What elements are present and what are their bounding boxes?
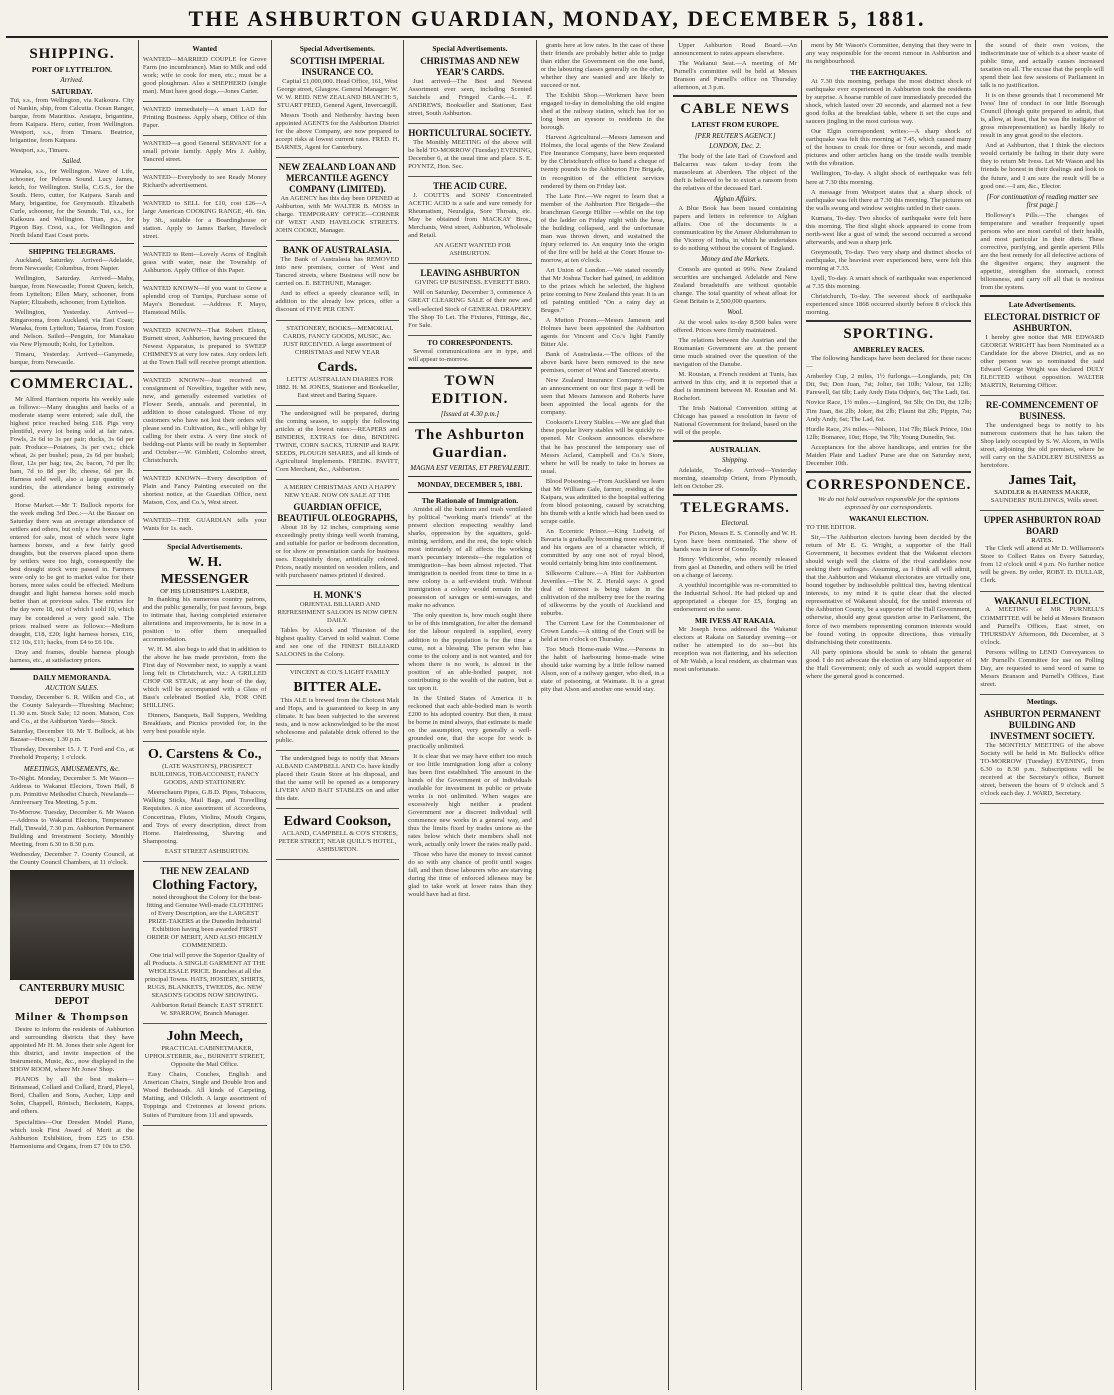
nz-title: THE NEW ZEALAND: [160, 865, 250, 876]
column-8-intro: the sound of their own voices, the indiscriminate use of which is a sheer waste of public time, and actually causes increased taxation on all. The excuse that the people will spend their last few sessions of Parliament in talk is no justification. It is on these grounds that I recommend Mr Ivess' line of conduct in our little Borough Council (though quite prepared to admit, that is, allow, at least, that he was the instigator of gross misrepresentation) as hardly likely to result in any great good to the electors. And at Ashburton, that I think the electors would certainly be failing in their duty were they to return Mr Ivess. Let Mr Wason and his friends be honest in their dealings and look to the future, and I am sure the result will be a good one.—I am, &c., Elector.: [980, 42, 1105, 190]
meech-title: John Meech,: [166, 1029, 243, 1045]
special-ads-heading: Special Advertisements.: [167, 541, 243, 551]
afghan-heading: Afghan Affairs.: [713, 194, 757, 203]
money-text: Consols are quoted at 99¾. New Zealand securities are unchanged. Adelaide and New Zealand breadstuffs are without quotable change. The total quantity of wheat afloat for Great Britain is 2,500,000 quarters.: [673, 265, 797, 306]
memoranda-text: Tuesday, December 6. R. Wilkin and Co., at the County Saleyards—Threshing Machine; 11.30 a.m. Stock Sale; 12 noon. Matson, Cox and Co., at the Ashburton Yards—Stock. Saturday, December 10. Mr T. Bullock, at his Bazaar—Horses; 1.30 p.m. Thursday, December 15. J. T. Ford and Co., at Freehold Property; 1 o'clock.: [10, 694, 134, 762]
nz-loan-ad: NEW ZEALAND LOAN AND MERCANTILE AGENCY COMPANY (LIMITED). An AGENCY has this day been OPENED at Ashburton, with Mr WALTER B. MOSS in charge. TEMPORARY OFFICE—CORNER OF WEST AND HAVELOCK STREETS. JOHN COOKE, Manager.: [276, 160, 400, 241]
london-dateline: LONDON, Dec. 2.: [709, 142, 762, 151]
christmas-cards-title: CHRISTMAS AND NEW YEAR'S CARDS.: [420, 56, 520, 77]
correspondence-note: We do not hold ourselves responsible for the opinions expressed by our correspondents.: [818, 496, 960, 512]
races-text: The following handicaps have been declared for these races:— Amberley Cup, 2 miles, 1½ furlongs.—Longlands, pst; On Dit, 9st; Don Juan, 7st; Jolter, 6st 10lb; Valour, 6st 12lb; Farewell, 6st 6lb; Lady Andy Data Odpin's, 6st; The Ladi, 6st. Novice Race, 1½ miles.—Lingford, 9st 5lb; On Dit, 8st 12lb; Tim Juan, 8st 2lb; Joker, 8st 2lb; Flaunt 8st 2lb; Pippin, 7st; Andy Andy, 6st; The Lad, 6st. Hurdle Race, 2¼ miles.—Nilsson, 11st 7lb; Black Prince, 10st 12lb; Bomaree, 10st; Hope, 9st 7lb; Young Dunedin, 9st. Acceptances for the above handicaps, and entries for the Maiden Plate and Ladies' Purse are due on Saturday next, December 10th.: [805, 355, 972, 467]
shipping-heading: SHIPPING.: [29, 46, 115, 62]
special-ads-heading-3: Special Advertisements.: [299, 44, 375, 53]
christmas-cards-ad: CHRISTMAS AND NEW YEAR'S CARDS. Just arrived—The Best and Newest Assortment ever seen, including Scented Satchels and Fringed Cards.—L. F. ANDREWS, Bookseller and Stationer, East street, South Ashburton.: [408, 54, 532, 124]
bank-title: BANK OF AUSTRALASIA.: [282, 245, 392, 256]
commercial-text: Mr Alfred Harrison reports his weekly sale as follows:—Many draughts and backs of a moderate stamp were entered; sale dull, the highest price reached being £18. Pigs very plentiful, every lot being sold at fair rates. Fowls, 2s 6d to 3s per pair; ducks, 3s 6d per pair. Produce—Potatoes, 3s per cwt.; chick wheat, 2s per bushel; peas, 2s 6d per bushel; flour, 12s per bag; tea, 2s; bacon, 7d per lb; ham, 7d to 8d per lb; cheese, 6d per lb. Harness sold well, also a large quantity of sundries, the attendance being extremely good. Horse Market.—Mr T. Bullock reports for the week ending 3rd Dec.:—At the Bazaar on Saturday there was an average attendance of settlers and others, but only a few horses were entered for sale, most of which were light harness horses, and a few fairly good draughts, but the reserves placed upon them by settlers were too high, consequently the best draught stock were passed in. Farmers were only to be got to market value for their horses, more sales could be effected. Medium draught and light harness horses sold much better than at previous sales. The entries for the day were 18, out of which I sold 10, which may be considered a very good sale. The prices realised were as follows:—Medium draught, £18, £20; light harness horses, £16, £12 10s, £11; hacks, from £4 to £6 10s. Dray and frames, double harness plough harness, etc., at satisfactory prices.: [10, 395, 134, 664]
column-7-intro: ment by Mr Wason's Committee, denying that they were in any way responsible for the recent rumour in Ashburton and its neighbourhood.: [805, 42, 972, 66]
column-3: [272, 40, 405, 1390]
recommencement-ad: RE-COMMENCEMENT OF BUSINESS. The undersigned begs to notify to his numerous customers that he has taken the Shop lately occupied by S. W. Alcorn, in Wills street, adjoining the old premises, where he will carry on the SADDLERY BUSINESS as heretofore. James Tait, SADDLER & HARNESS MAKER, SAUNDERS' BUILDINGS, Wills street.: [980, 398, 1104, 511]
issued-note: [Issued at 4.30 p.m.]: [440, 410, 500, 419]
sailed-text: Wanaka, s.s., for Wellington. Wave of Life, schooner, for Pelorus Sound. Lucy James, ketch, for Wellington. Stella, C.G.S., for the South. Hero, cutter, for Kaipara. Sarah and Mary, brigantine, for Greymouth. Elizabeth Curle, schooner, for the Sounds. Tui, s.s., for Kaikoura and Wellington. Titan, p.s., for Pigeon Bay. Crest, s.s., for Wellington and North Island East Coast ports.: [10, 167, 134, 239]
wakanui-election-ad: WAKANUI ELECTION. A MEETING of MR PURNELL'S COMMITTEE will be held at Messrs Branson and Purnell's Offices, East street, on THURSDAY Afternoon, 8th December, at 3 o'clock. Persons willing to LEND Conveyances to Mr Purnell's Committee for use on Polling Day, are requested to send word of same to Messrs Branson and Purnell's Offices, East street.: [980, 594, 1104, 695]
correspondents-text: Several communications are in type, and will appear to-morrow.: [408, 347, 532, 363]
carstens-ad: O. Carstens & Co., (LATE WASTON'S), PROSPECT BUILDINGS, TOBACCONIST, FANCY GOODS, AND STATIONERY. Meerschaum Pipes, G.B.D. Pipes, Tobaccos, Walking Sticks, Mail Bags, and Travelling Requisites. A nice assortment of Accordeons, Concertinas, Flutes, Violins, Mouth Organs, and Toys of every description, direct from Home. Hairdressing, Shaving and Shampooing. EAST STREET ASHBURTON.: [143, 744, 267, 861]
tait-title: James Tait,: [1008, 473, 1077, 489]
column-6-intro: Upper Ashburton Road Board.—An announcement to rates appears elsewhere. The Wakanui Seat.—A meeting of Mr Purnell's committee will be held at Messrs Branson and Purnell's office on Thursday afternoon, at 3 p.m.: [673, 42, 797, 92]
wool-text: At the wool sales to-day 8,500 bales were offered. Prices were firmly maintained. The relations between the Austrian and the Roumanian Government are at the present time much strained over the question of the navigation of the Danube. M. Roustan, a French resident at Tunis, has arrived in this city, and it is reported that a duel is imminent between M. Roustan and M. Rochefort. The Irish National Convention sitting at Chicago has passed a resolution in favor of National Government for Ireland, based on the will of the people.: [673, 318, 797, 437]
wanted-ads: WANTED—MARRIED COUPLE for Grove Farm (no incumbrance). Man to Milk and odd work; wife to cook for men, etc.; must be a good ploughman. Also a SHEPHERD (single man). Must have good dogs.—Jones Carter. WANTED immediately—A smart LAD for Printing Business. Apply sharp, Office of this Paper. WANTED—a good General SERVANT for a small private family. Apply Mrs J. Ashby, Tancred street. WANTED—Everybody to see Ready Money Richard's advertisement. WANTED to SELL for £10, cost £26—A large American COOKING RANGE, 4ft. 6in. by 3ft., suitable for a Boardinghouse or station. Apply to James Barker, Havelock street. WANTED to Rent—Lovely Acres of English grass with water, near the Township of Ashburton. Apply Office of this Paper. WANTED KNOWN—If you want to Grow a splendid crop of Turnips, Purchase some of Mayo's Bonedust. —Address F. Mayo, Hamstead Mills. WANTED KNOWN—That Robert Elston, Burnett street, Ashburton, having procured the Newest Apparatus, is prepared to SWEEP CHIMNEYS at very low rates. Any orders left at the Town Hall will receive prompt attention. WANTED KNOWN—Just received on consignment of Novelties, together with new, new, and generally esteemed varieties of Flower Seeds, annuals and perennial, in addition to those catalogued. Those of my customers who have not lost their orders will please send in. Cultivation, &c., will oblige by calling for their extra. A very fine stock of bedding-out Plants will be ready in September and October.—W. Gimblett, Colombo street, Christchurch. WANTED KNOWN—Every description of Plain and Fancy Painting executed on the shortest notice, at the Guardian Office, next Matson, Cox, and Co.'s, West street. WANTED—THE GUARDIAN tells your Wants for 1s. each.: [143, 54, 267, 539]
oleographs-title: BEAUTIFUL OLEOGRAPHS,: [277, 513, 398, 524]
implements-ad: The undersigned will be prepared, during the coming season, to supply the following articles at the lowest rates:—REAPERS and BINDERS, EXTRAS for ditto, BINDING TWINE, CORN SACKS, TURNIP and RAPE SEEDS, PLOUGH SHARES, and all kinds of Agricultural Implements. FREDK. PAVITT, Corn Merchant, &c., Ashburton.: [276, 408, 400, 480]
rates-subtitle: RATES.: [1031, 537, 1054, 545]
column-2: [139, 40, 272, 1390]
telegrams-text: Auckland, Saturday. Arrived—Adelaide, from Newcastle; Columbus, from Napier. Wellington, Saturday. Arrived—Mahy, barque, from Newcastle; Forest Queen, ketch, from Lyttelton; Ellen Mary, schooner, from Napier; Elizabeth, schooner, from Lyttelton. Wellington, Yesterday. Arrived—Ringarooma, from Auckland, via East Coast; Wanaka, from Lyttelton; Taiaroa, from Foxton and Nelson. Sailed—Penguin, for Manakau via New Plymouth; Kohi, for Lyttelton. Timaru, Yesterday. Arrived—Ganymede, barque, from Newcastle.: [10, 256, 134, 367]
meetings-heading: Meetings.: [1026, 696, 1058, 706]
meech-ad: John Meech, PRACTICAL CABINETMAKER, UPHOLSTERER, &c., BURNETT STREET, Opposite the Mail Office. Easy Chairs, Couches, English and American Chairs, Single and Double Iron and Wood Bedsteads. All kinds of Carpeting, Matting, and Oilcloth. A large assortment of Toppings and Cretonnes at lowest prices. Suites of Furniture from 11l and upwards.: [143, 1026, 267, 1125]
correspondence-heading: CORRESPONDENCE.: [805, 476, 972, 493]
correspondents-heading: TO CORRESPONDENTS.: [427, 337, 513, 347]
leader-heading: The Rationale of Immigration.: [421, 495, 519, 505]
acid-cure-ad: THE ACID CURE. J. COUTTS and SONS' Concentrated ACETIC ACID is a safe and sure remedy for Rheumatism, Neuralgia, Sore Throats, etc. May be obtained from MACKAY Bros., Merchants, West street, Ashburton, Wholesale and Retail. AN AGENT WANTED FOR ASHBURTON.: [408, 179, 532, 264]
wool-heading: Wool.: [727, 308, 744, 317]
commercial-heading: COMMERCIAL.: [10, 376, 134, 393]
bitter-ale-title: BITTER ALE.: [293, 680, 382, 696]
column-6: [669, 40, 802, 1390]
australian-shipping-heading: Shipping.: [721, 456, 749, 465]
horticultural-title: HORTICULTURAL SOCIETY.: [408, 128, 532, 139]
messenger-ad: W. H. MESSENGER OF HIS LORDSHIP'S LARDER, In thanking his numerous country patrons, and the public generally, for past favours, begs to intimate that, having completed extensive alterations and improvements, he is now in a position to offer them unequalled accommodation. W. H. M. also begs to add that in addition to the above he has made provision, from the First day of November next, to supply a want long felt in Christchurch, viz.: A GRILLED CHOP OR STEAK, at any hour of the day, which will be accompanied with a Glass of Bass's celebrated Bottled Ale, FOR ONE SHILLING. Dinners, Banquets, Ball Suppers, Wedding Breakfasts, and Picnics provided for, in the very best possible style.: [143, 552, 267, 743]
oleographs-ad: A MERRY CHRISTMAS AND A HAPPY NEW YEAR. NOW ON SALE AT THE GUARDIAN OFFICE, BEAUTIFUL OLEOGRAPHS, About 18 by 12 inches, comprising some exceedingly pretty things well worth framing, and suitable for parlor or bedroom decoration, or for show or presentation cards for business uses. Exquisitely done, artistically colored. Prices, neatly mounted on wooden rollers, and with purchasers' names printed if desired.: [276, 482, 400, 586]
electoral-title: ELECTORAL DISTRICT OF ASHBURTON.: [984, 311, 1101, 333]
wanted-heading: Wanted: [192, 44, 218, 53]
masthead: [0, 6, 1114, 34]
holloway-text: Holloway's Pills.—The changes of temperature and weather frequently upset persons who are most careful of their health, and most particular in their diets. These corrective, purifying, and gentle aperient Pills are the best remedy for all defective actions of the digestive organs; they augment the appetite, strengthen the stomach, correct biliousness, and carry off all that is noxious from the system.: [980, 211, 1105, 291]
special-ads-heading-4: Special Advertisements.: [432, 44, 508, 53]
sporting-heading: SPORTING.: [843, 326, 934, 342]
telegrams-heading: TELEGRAMS.: [680, 499, 790, 516]
column-5-text: grants here at low rates. In the case of these their friends are probably better able to judge than either the Government on the one hand, or the labouring classes generally on the other, whether they are wanted and are likely to succeed or not. The Exhibit Shop.—Workmen have been engaged to-day in demolishing the old engine shed at the railway station, which has for so long been an eyesore to residents in the borough. Harvest Agricultural.—Messrs Jameson and Holmes, the local agents of the New Zealand Fire Insurance Company, have been requested by the Christchurch office to hand a cheque of twenty pounds to the Ashburton Fire Brigade, in recognition of the efficient services rendered by them on Friday last. The Late Fire.—We regret to learn that a member of the Ashburton Fire Brigade—the branchman George Hillier —while on the top of the ladder on Friday night with the hose, the building collapsed, and the unfortunate man was thrown down, and sustained the injury referred to. An enquiry into the origin of the fire will be held at the Court House to-morrow, at ten o'clock. Art Union of London.—We stated recently that Mr Joshua Tucker had gained, in addition to the prizes which he selected, the highest prize coming to New Zealand this year. It is an oil painting entitled "On a rainy day at Bruges." A Mutton Frozen.—Messrs Jameson and Holmes have been appointed the Ashburton agents for Vincent and Co.'s light Family Bitter Ale. Bank of Australasia.—The offices of the above bank have been removed to the new premises, corner of West and Tancred streets. New Zealand Insurance Company.—From an announcement on our first page it will be seen that Messrs Jameson and Roberts have been appointed the local agents for the company. Cookson's Livery Stables.—We are glad that these popular livery stables will be quickly re-opened. Mr Cookson announces elsewhere that he has procured the temporary use of Messrs Acland, Campbell and Co.'s Store, where he will be ready to take in horses as usual. Blood Poisoning.—From Auckland we learn that Mr William Gale, farmer, residing at the Kaipara, was admitted to the hospital suffering from blood poisoning, caused by scratching his thumb with a knife which had been used to scrape cattle. An Eccentric Prince.—King Ludwig of Bavaria is gradually becoming more eccentric, and his organs are of a character which, if committed by any one not of royal blood, would certainly bring him into confinement. Silkworm Culture.—A Hint for Ashburton Juveniles.—The N. Z. Herald says: A good deal of interest is being taken in the cultivation of the mulberry tree for the rearing of silkworms by the youth of Auckland and suburbs. The Current Law for the Commissioner of Crown Lands.—A sitting of the Court will be held at ten o'clock on Thursday. Too Much Home-made Wine.—Persons in the habit of harbouring home-made wine should take warning by a little fellow named Alson, son of a railway ganger, who died, in a state of poisoning, at Waimate. It is a great pity that Alson and another one would stay.: [540, 42, 665, 694]
milner-thompson-heading: Milner & Thompson: [15, 1010, 129, 1023]
cards-title: Cards.: [317, 359, 358, 375]
larder-subtitle: OF HIS LORDSHIP'S LARDER,: [160, 587, 250, 595]
monks-ad: H. MONK'S ORIENTAL BILLIARD AND REFRESHMENT SALOON IS NOW OPEN DAILY. Tables by Alcock and Thurston of the highest quality. Carved in solid walnut. Come and see one of the FINEST BILLIARD SALOONS in the Colony.: [276, 588, 400, 665]
leader-date: MONDAY, DECEMBER 5, 1881.: [417, 479, 523, 489]
meetings-heading: MEETINGS, AMUSEMENTS, &c.: [23, 764, 121, 773]
ivess-text: Mr Joseph Ivess addressed the Wakanui electors at Rakaia on Saturday evening—or rather he attempted to do so—but his reception was not flattering, and his selection of Mr Walsh, a local resident, as chairman was most unfortunate.: [673, 625, 797, 674]
saturday-heading: SATURDAY.: [51, 86, 93, 96]
column-7: [802, 40, 976, 1390]
horticultural-ad: HORTICULTURAL SOCIETY. The Monthly MEETING of the above will be held TO-MORROW (Tuesday) EVENING, December 6, at the usual time and place. S. E. POYNTZ, Hon. Sec.: [408, 126, 532, 177]
auction-sales-heading: AUCTION SALES.: [45, 683, 99, 692]
shipping-text: Tui, s.s., from Wellington, via Kaikoura. City of Nankin, ship, from Calcutta. Ocean Ranger, barque, from Mauritius. Aratapu, brigantine, from Kaipara. Hero, cutter, from Wellington. Westport, s.s., from Timaru. Beatrice, brigantine, from Kaipara. Westport, s.s., Timaru.: [10, 96, 134, 155]
messenger-title: W. H. MESSENGER: [160, 554, 249, 587]
newspaper-columns: [6, 40, 1108, 1390]
wakanui-text: TO THE EDITOR. Sir,—The Ashburton electors having been decided by the return of Mr E. G. Wright, a supporter of the Hall Government, it becomes evident that the Wakanui electors should weigh well the claims of the rival candidates now seeking their suffrages. Assuming, as I think all will admit, that the Ashburton and Wakanui electorates are virtually one, bound together by indissoluble political ties, having identical interests, to my mind it is quite clear that the elected representative of Wakanui should, for the united interests of the Ashburton County, be a supporter of the Hall Government, otherwise, should any great question arise in Parliament, the force of two members representing common interests would be found voting in opposite directions, thus virtually disfranchising their constituents. All party opinions should be sunk to obtain the general good. I do not advocate the election of any blind supporter of the Hall Government; only of such as would support them where the general good is concerned.: [805, 524, 972, 680]
reuter-note: [PER REUTER'S AGENCY.]: [694, 131, 776, 140]
scottish-ad: SCOTTISH IMPERIAL INSURANCE CO. Capital £1,000,000. Head Office, 161, West George street, Glasgow. General Manager: W. W. W. REID. NEW ZEALAND BRANCH: 5, STUART FEED, General Agent, Invercargill. Messrs Tooth and Nethersby having been appointed AGENTS for the Ashburton District for the above Company, are now prepared to accept risks at lowest current rates. FRED. H. BARNES, Agent for Canterbury.: [276, 54, 400, 158]
music-depot-banner: CANTERBURY MUSIC DEPOT: [19, 983, 125, 1007]
clothing-factory-title: Clothing Factory,: [152, 877, 258, 893]
column-4: [404, 40, 537, 1390]
clothing-factory-ad: THE NEW ZEALAND Clothing Factory, noted throughout the Colony for the best-fitting and Genuine Well-made CLOTHING of Every Description, are the LARGEST PRIZE-TAKERS at the Dunedin Industrial Exhibition having been awarded FIRST ORDER OF MERIT, AND ALSO HIGHLY COMMENDED. One trial will prove the Superior Quality of all Products. A SINGLE GARMENT AT THE WHOLESALE PRICE. Branches at all the principal Towns. HATS, HOSIERY, SHIRTS, RUGS, BLANKETS, TWEEDS, &c. NEW SEASON'S GOODS NOW SHOWING. Ashburton Retail Branch: EAST STREET. W. SPARROW, Branch Manager.: [143, 864, 267, 1025]
guardian-office-title: GUARDIAN OFFICE,: [293, 502, 382, 513]
wakanui-election-title: WAKANUI ELECTION.: [993, 595, 1091, 606]
money-heading: Money and the Markets.: [701, 255, 770, 264]
earthquakes-heading: THE EARTHQUAKES.: [850, 68, 927, 78]
arrived-heading: Arrived.: [60, 76, 84, 85]
electoral-heading: Electoral.: [721, 519, 750, 528]
tait-subtitle: SADDLER & HARNESS MAKER,: [994, 489, 1091, 497]
shipping-telegrams-heading: SHIPPING TELEGRAMS.: [28, 246, 116, 256]
column-8: [976, 40, 1108, 1390]
cable-news-heading: CABLE NEWS: [680, 101, 790, 118]
leaving-title: LEAVING ASHBURTON: [420, 268, 520, 279]
road-board-ad: UPPER ASHBURTON ROAD BOARD RATES. The Clerk will attend at Mr D. Williamson's Store to Collect Rates on Every Saturday, from 12 o'clock until 4 p.m. No further notice will be given. By order, ROBT. D. DULLAR, Clerk.: [980, 513, 1104, 591]
leaving-ad: LEAVING ASHBURTON GIVING UP BUSINESS. EVERETT BRO. Will on Saturday, December 3, commence A GREAT CLEARING SALE of their new and well-selected Stock of GENERAL DRAPERY. The Shop To Let. The Fixtures, Fittings, &c., For Sale.: [408, 266, 532, 335]
leader-text: Amidst all the bunkum and trash ventilated by political "working man's friends" at the present election respecting wealthy land sharks, oppression by the squatters, gold-mining, serfdom, and the rest, the topic which most intimately of all affects the working man's pecuniary interests—the regulation of immigration—has been almost rejected. That immigration is needed from time to time in a new colony is a self-evident truth. Without immigration a colony would remain in the possession of savages or semi-savages, and make no advance. The only question is, how much ought there to be of this immigration, for after the demand for the labour required is supplied, every addition to the population is for the time a curse, not a blessing. The person who has come to the colony and is not wanted, and for whom there is no work, is almost in the position of an able-bodied pauper, not contributing to the wealth of the nation, but a tax upon it. In the United States of America it is reckoned that each able-bodied man is worth £200 to his adopted country. But then, it must be borne in mind always, that estimate is made on the assumption, very generally a well-grounded one, that the scope for work is practically unlimited. It is clear that we may have either too much or too little immigration long after a colony has been first established. The amount in the hands of the Government or of individuals available for investment in public or private works is not unlimited. When wages are excessively high neither a prudent Government nor a discreet individual will commence new works in a general way, and thus the limits fixed by trades unions as the rates below which their members shall not work, actually only lower the rates really paid. Those who have the money to invest cannot do so with any chance of profit until wages fall, and then those labourers who are starving during the time of enforced idleness may be glad to take work at lower rates than they would have had at first.: [408, 506, 532, 899]
footnote: [For continuation of reading matter see first page.]: [986, 192, 1098, 210]
earthquakes-text: At 7.30 this morning, perhaps the most distinct shock of earthquake ever experienced in Ashburton took the residents by surprise. A hoarse rumble of rare immediately preceded the shock, which lasted over 20 seconds, and alarmed not a few good folks at the breakfast table, where it set the cups and saucers jingling in the most curious way. Our Elgin correspondent writes:—A sharp shock of earthquake was felt this morning at 7.45, which caused many of the houses to creak for three or four seconds, and made pictures and other articles hang on the inside walls tremble with the vibration. Wellington, To-day. A slight shock of earthquake was felt here at 7.30 this morning. A message from Westport states that a sharp shock of earthquake was felt there at 7.30 this morning. The pictures on the walls swung and window weights rattled in their cases. Kumara, To-day. Two shocks of earthquake were felt here this morning. The first slight shock appeared to come from north-west like a gust of wind; the second occurred a second afterwards, and was a sharp jerk. Greymouth, To-day. Two very sharp and distinct shocks of earthquake, the heaviest ever experienced here, were felt this morning at 7.33. Lyell, To-day. A smart shock of earthquake was experienced at 7.35 this morning. Christchurch, To-day. The severest shock of earthquake experienced since 1868 occurred shortly before 8 o'clock this morning.: [805, 78, 972, 316]
carstens-title: O. Carstens & Co.,: [147, 747, 262, 763]
masthead-title: THE ASHBURTON GUARDIAN, MONDAY, DECEMBER 5, 1881.: [188, 6, 926, 31]
late-firm-ad: The undersigned begs to notify that Messrs ALBAND CAMPBELL AND Co. have kindly placed their Grain Store at his disposal, and that the same will be opened as a temporary LIVERY AND BAIT STABLES on and after this date.: [276, 753, 400, 809]
permanent-society-ad: ASHBURTON PERMANENT BUILDING AND INVESTMENT SOCIETY. The MONTHLY MEETING of the above Society will be held in Mr. Bullock's office TO-MORROW (Tuesday) EVENING, from 6.30 to 8.30 p.m. Subscriptions will be received at the Secretary's office, Burnett street, between the hours of 9 o'clock and 5 o'clock each day. J. WARD, Secretary.: [980, 707, 1104, 804]
scottish-title: SCOTTISH IMPERIAL INSURANCE CO.: [290, 56, 385, 77]
nz-loan-title: NEW ZEALAND LOAN AND MERCANTILE AGENCY COMPANY (LIMITED).: [278, 162, 396, 195]
permanent-society-title: ASHBURTON PERMANENT BUILDING AND INVESTMENT SOCIETY.: [983, 708, 1101, 741]
late-ads-heading: Late Advertisements.: [1008, 299, 1076, 309]
guardian-motto: MAGNA EST VERITAS, ET PREVALEBIT.: [410, 464, 530, 473]
cookson-ad: Edward Cookson, ACLAND, CAMPBELL & CO'S STORES, PETER STREET, NEAR QUILL'S HOTEL, ASHBURTON.: [276, 811, 400, 860]
sailed-heading: Sailed.: [62, 157, 82, 166]
daily-memoranda-heading: DAILY MEMORANDA.: [33, 672, 111, 682]
cable-text: The body of the late Earl of Crawford and Balcarres was taken to-day from the mausoleum at Aberdeen. The object of the theft is believed to be to extort a ransom from the relatives of the deceased Earl.: [673, 152, 797, 192]
cable-subheading: LATEST FROM EUROPE.: [691, 120, 779, 130]
cookson-title: Edward Cookson,: [283, 813, 392, 829]
afghan-text: A Blue Book has been issued containing papers and letters in reference to Afghan affairs. One of the documents is a communication by the Ameer Abdurrahman to the Viceroy of India, in which he undertakes to do nothing without the consent of England.: [673, 205, 797, 253]
electoral-ad: ELECTORAL DISTRICT OF ASHBURTON. I hereby give notice that MR EDWARD GEORGE WRIGHT has been Nominated as a Candidate for the above District, and as no other person was so nominated the said Edward George Wright was declared DULY ELECTED without opposition. WALTER MARTIN, Returning Officer.: [980, 310, 1104, 396]
meetings-text: To-Night. Monday, December 5. Mr Wason—Address to Wakanui Electors, Town Hall, 8 p.m. Primitive Methodist Church, Newlands—Anniversary Tea Meeting, 5 p.m. To-Morrow. Tuesday, December 6. Mr Wason—Address to Wakanui Electors, Temperance Hall, Tinwald, 7.30 p.m. Ashburton Permanent Building and Investment Society, Monthly Meeting, from 6.30 to 8.30 p.m. Wednesday, December 7. County Council, at the County Council Chambers, at 11 o'clock.: [10, 775, 134, 867]
recommencement-title: RE-COMMENCEMENT OF BUSINESS.: [985, 400, 1099, 422]
town-edition-heading: TOWN EDITION.: [431, 372, 509, 407]
masthead-rule: [6, 36, 1108, 38]
cards-ad: STATIONERY, BOOKS—MEMORIAL CARDS, FANCY GOODS, MUSIC, &c. JUST RECEIVED. A large assortment of CHRISTMAS and NEW YEAR Cards. LETTS' AUSTRALIAN DIARIES FOR 1882. H. M. JONES, Stationer and Bookseller, East street and Baring Square.: [276, 323, 400, 406]
guardian-title: The Ashburton Guardian.: [414, 426, 525, 462]
road-board-title: UPPER ASHBURTON ROAD BOARD: [983, 515, 1101, 537]
acid-cure-title: THE ACID CURE.: [433, 181, 507, 192]
bank-ad: BANK OF AUSTRALASIA. The Bank of Australasia has REMOVED into new premises, corner of West and Tancred streets, where Business will now be carried on. E. BETHUNE, Manager. And to effect a speedy clearance will, in addition to the already low prices, offer a discount of FIVE PER CENT.: [276, 243, 400, 320]
ivess-heading: MR IVESS AT RAKAIA.: [695, 615, 776, 625]
port-heading: PORT OF LYTTELTON.: [31, 65, 113, 75]
races-heading: AMBERLEY RACES.: [853, 345, 925, 355]
bitter-ale-ad: VINCENT & CO.'S LIGHT FAMILY BITTER ALE. This ALE is brewed from the Choicest Malt and Hops, and is guaranteed to keep in any climate. It has been subjected to the severest tests, and is now acknowledged to be the most wholesome and palatable drink offered to the public.: [276, 667, 400, 750]
milner-text: Desire to inform the residents of Ashburton and surrounding districts that they have appointed Mr H. M. Jones their sole Agent for this district, and invite inspection of the Instruments, Music, &c., now displayed in the SHOW ROOM, where Mr Jones' Shop. PIANOS by all the best makers—Brinsmead, Collard and Collard, Erard, Pleyel, Bord, Challen and Sons, Aucher, Lipp and Sohn, Chappell, Rönisch, Beckstein, Kapps, and others. Specialities—Our Dresden Model Piano, which took First Award of Merit at the Ashburton Exhibition, from £25 to £50. Harmoniums and Organs, from £7 10s to £50.: [10, 1026, 134, 1150]
australian-text: Adelaide, To-day. Arrived—Yesterday morning, steamship Orient, from Plymouth, left on October 29.: [673, 466, 797, 490]
australian-heading: AUSTRALIAN.: [709, 445, 761, 455]
telegrams-text: For Picton, Messrs E. S. Connolly and W. H. Lyon have been nominated. The show of hands was in favor of Connolly. Henry Whitcombe, who recently released from gaol at Dunedin, and others will be tried on a charge of larceny. A youthful incorrigible was re-committed to the Industrial School. He had picked up and appropriated a cheque for £5, forging an endorsement on the same.: [673, 529, 797, 613]
column-5: [537, 40, 670, 1390]
wakanui-heading: WAKANUI ELECTION.: [849, 514, 929, 524]
monks-title: H. MONK'S: [313, 590, 362, 601]
piano-illustration: [10, 870, 134, 980]
column-1: [6, 40, 139, 1390]
